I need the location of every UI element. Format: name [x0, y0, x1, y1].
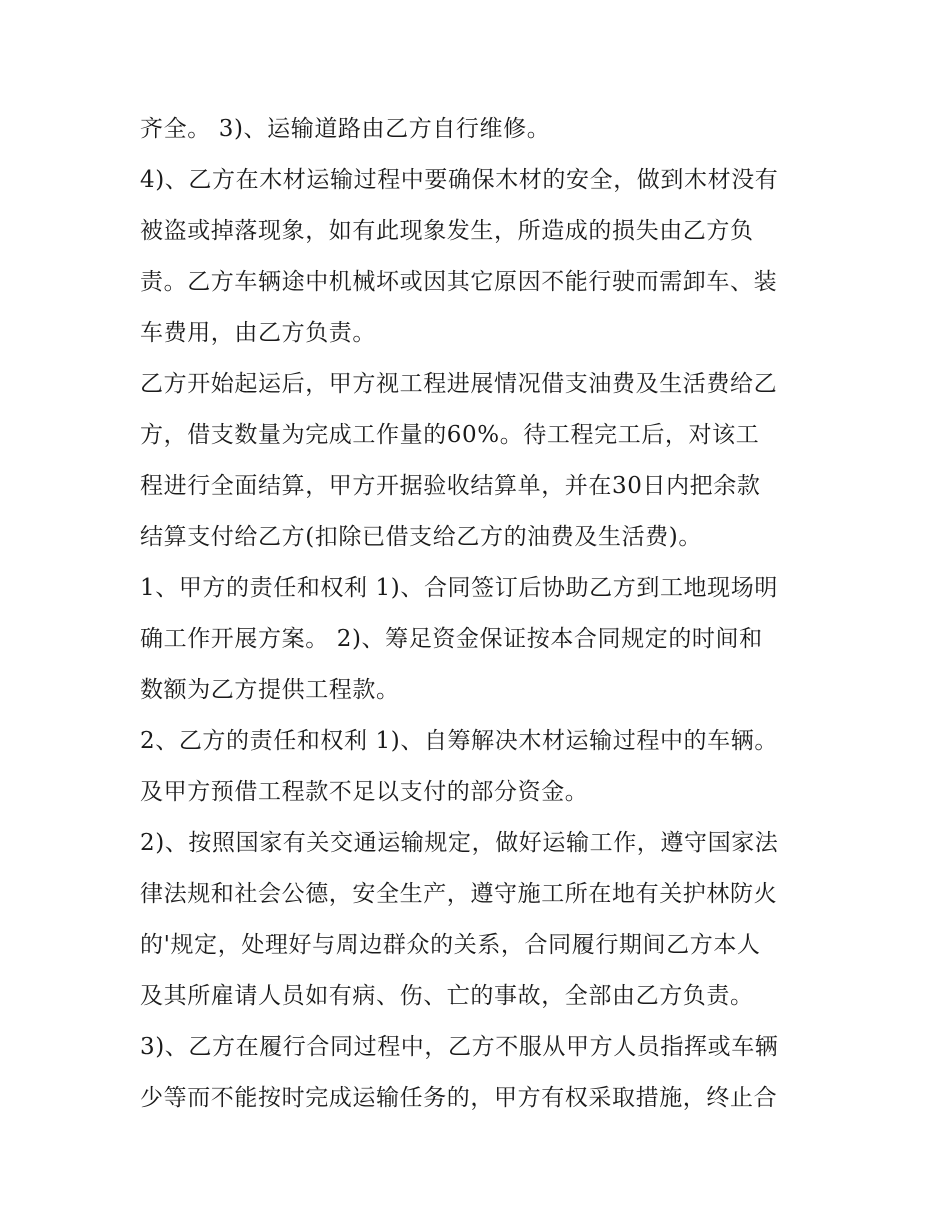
contract-body-text — [140, 104, 820, 1124]
text-line: 1、甲方的责任和权利 1)、合同签订后协助乙方到工地现场明 — [140, 575, 778, 601]
text-line: 车费用，由乙方负责。 — [140, 320, 376, 346]
text-line: 程进行全面结算，甲方开据验收结算单，并在30日内把余款 — [140, 473, 761, 499]
text-line: 确工作开展方案。 2)、筹足资金保证按本合同规定的时间和 — [140, 626, 763, 652]
text-line: 及甲方预借工程款不足以支付的部分资金。 — [140, 779, 589, 805]
text-line: 的'规定，处理好与周边群众的关系，合同履行期间乙方本人 — [140, 932, 761, 958]
text-line: 2、乙方的责任和权利 1)、自筹解决木材运输过程中的车辆。 — [140, 728, 778, 754]
text-line: 方，借支数量为完成工作量的60%。待工程完工后，对该工 — [140, 422, 760, 448]
text-line: 及其所雇请人员如有病、伤、亡的事故，全部由乙方负责。 — [140, 983, 754, 1009]
text-line: 数额为乙方提供工程款。 — [140, 677, 400, 703]
text-line: 被盗或掉落现象，如有此现象发生，所造成的损失由乙方负 — [140, 218, 754, 244]
text-line: 责。乙方车辆途中机械坏或因其它原因不能行驶而需卸车、装 — [140, 269, 778, 295]
text-line: 少等而不能按时完成运输任务的，甲方有权采取措施，终止合 — [140, 1085, 778, 1111]
text-line: 律法规和社会公德，安全生产，遵守施工所在地有关护林防火 — [140, 881, 778, 907]
text-line: 乙方开始起运后，甲方视工程进展情况借支油费及生活费给乙 — [140, 371, 778, 397]
text-line: 齐全。 3)、运输道路由乙方自行维修。 — [140, 116, 551, 142]
text-line: 结算支付给乙方(扣除已借支给乙方的油费及生活费)。 — [140, 524, 702, 550]
text-line: 3)、乙方在履行合同过程中，乙方不服从甲方人员指挥或车辆 — [140, 1034, 779, 1060]
text-line: 4)、乙方在木材运输过程中要确保木材的安全，做到木材没有 — [140, 167, 779, 193]
text-line: 2)、按照国家有关交通运输规定，做好运输工作，遵守国家法 — [140, 830, 779, 856]
